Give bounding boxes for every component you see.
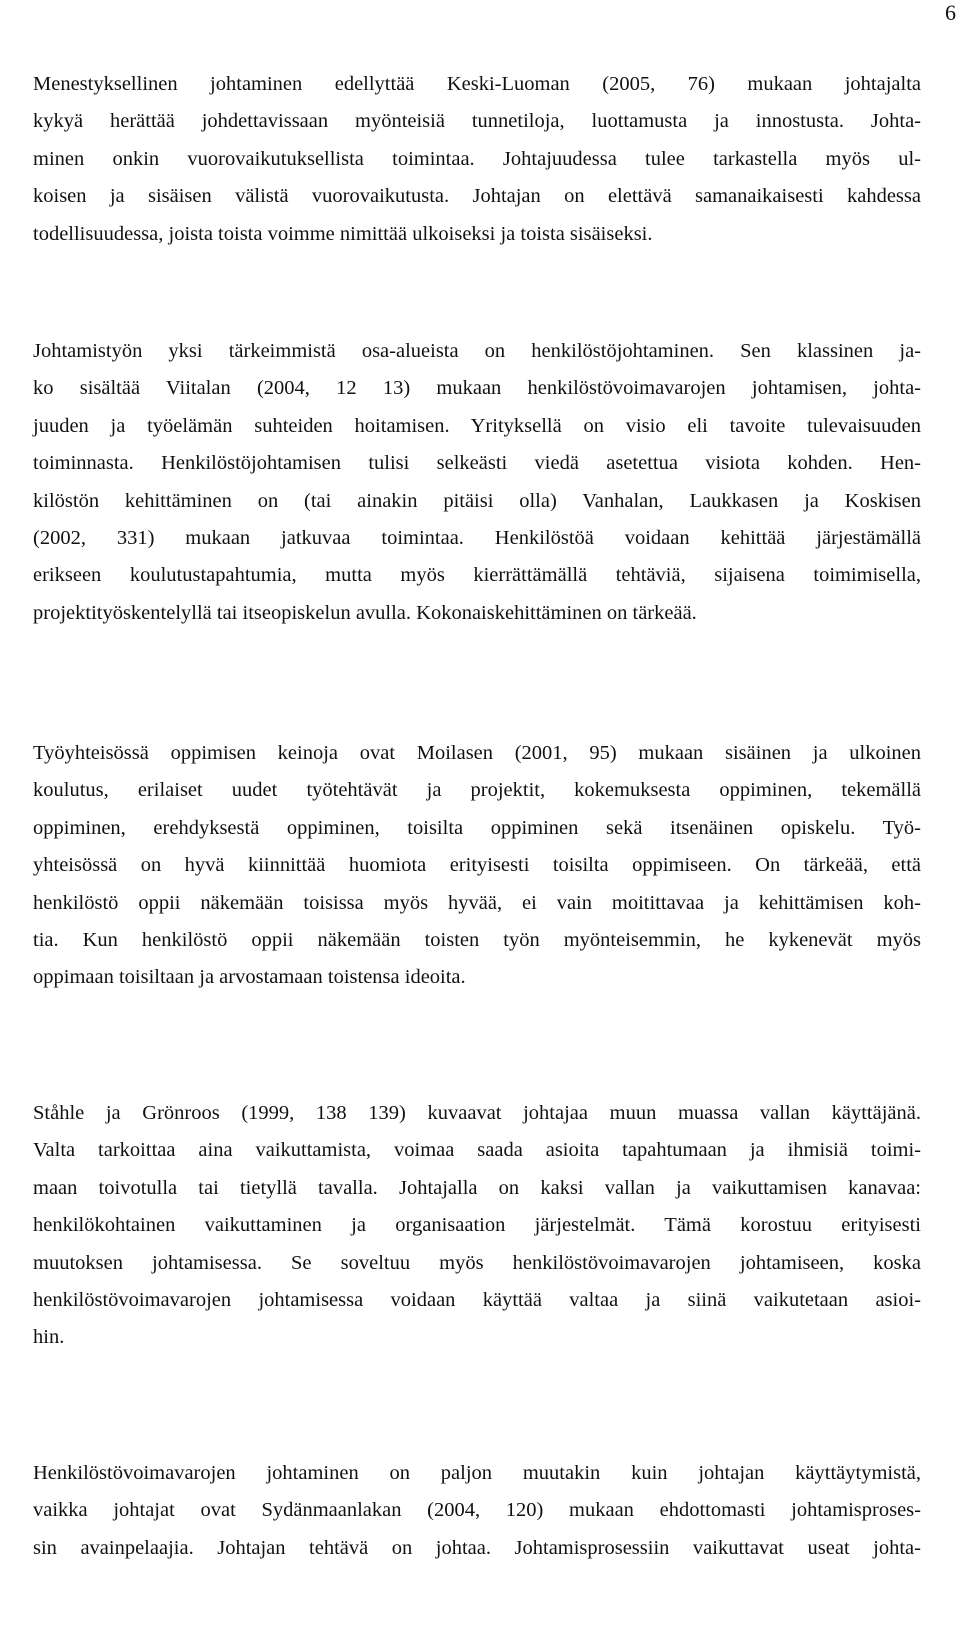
text-line: maan toivotulla tai tietyllä tavalla. Johtajalla on kaksi vallan ja vaikuttamisen kanavaa: [33, 1176, 921, 1199]
text-line: Johtamistyön yksi tärkeimmistä osa-alueista on henkilöstöjohtaminen. Sen klassinen ja- [33, 340, 921, 362]
paragraph-hr-resource-management [33, 1455, 921, 1567]
paragraph-hr-management [33, 333, 921, 632]
text-line: kilöstön kehittäminen on (tai ainakin pitäisi olla) Vanhalan, Laukkasen ja Koskisen [33, 489, 921, 512]
text-line: (2002, 331) mukaan jatkuvaa toimintaa. Henkilöstöä voidaan kehittää järjestämällä [33, 526, 921, 549]
page-number: 6 [945, 0, 956, 25]
paragraph-power-use [33, 1095, 921, 1357]
paragraph-workplace-learning [33, 735, 921, 997]
text-line: Valta tarkoittaa aina vaikuttamista, voimaa saada asioita tapahtumaan ja ihmisiä toimi- [33, 1139, 921, 1162]
text-line: sin avainpelaajia. Johtajan tehtävä on johtaa. Johtamisprosessiin vaikuttavat useat johta- [33, 1536, 921, 1559]
text-line: toiminnasta. Henkilöstöjohtamisen tulisi selkeästi viedä asetettua visiota kohden. Hen- [33, 452, 921, 475]
text-line: oppimaan toisiltaan ja arvostamaan toistensa ideoita. [33, 966, 466, 989]
text-line: koulutus, erilaiset uudet työtehtävät ja projektit, kokemuksesta oppiminen, tekemällä [33, 779, 921, 802]
text-line: koisen ja sisäisen välistä vuorovaikutusta. Johtajan on elettävä samanaikaisesti kahdessa [33, 185, 921, 208]
text-line: yhteisössä on hyvä kiinnittää huomiota erityisesti toisilta oppimiseen. On tärkeää, että [33, 854, 921, 877]
text-line: henkilöstö oppii näkemään toisissa myös hyvää, ei vain moitittavaa ja kehittämisen koh- [33, 891, 921, 914]
text-line: henkilöstövoimavarojen johtamisessa voidaan käyttää valtaa ja siinä vaikutetaan asioi- [33, 1288, 921, 1311]
text-line: erikseen koulutustapahtumia, mutta myös kierrättämällä tehtäviä, sijaisena toimimisella, [33, 564, 921, 587]
text-line: muutoksen johtamisessa. Se soveltuu myös henkilöstövoimavarojen johtamiseen, koska [33, 1251, 921, 1274]
text-line: juuden ja työelämän suhteiden hoitamisen. Yrityksellä on visio eli tavoite tulevaisuuden [33, 414, 921, 437]
text-line: projektityöskentelyllä tai itseopiskelun avulla. Kokonaiskehittäminen on tärkeää. [33, 601, 697, 624]
paragraph-leadership-success [33, 66, 921, 253]
text-line: todellisuudessa, joista toista voimme nimittää ulkoiseksi ja toista sisäiseksi. [33, 222, 653, 245]
text-line: Henkilöstövoimavarojen johtaminen on paljon muutakin kuin johtajan käyttäytymistä, [33, 1462, 921, 1484]
text-line: hin. [33, 1326, 65, 1349]
text-line: minen onkin vuorovaikutuksellista toimintaa. Johtajuudessa tulee tarkastella myös ul- [33, 147, 921, 170]
text-line: Työyhteisössä oppimisen keinoja ovat Moilasen (2001, 95) mukaan sisäinen ja ulkoinen [33, 742, 921, 764]
text-line: Menestyksellinen johtaminen edellyttää Keski-Luoman (2005, 76) mukaan johtajalta [33, 73, 921, 95]
text-line: kykyä herättää johdettavissaan myönteisiä tunnetiloja, luottamusta ja innostusta. Johta- [33, 110, 921, 133]
text-line: Ståhle ja Grönroos (1999, 138 139) kuvaavat johtajaa muun muassa vallan käyttäjänä. [33, 1102, 921, 1124]
text-line: vaikka johtajat ovat Sydänmaanlakan (2004, 120) mukaan ehdottomasti johtamisproses- [33, 1499, 921, 1522]
text-line: tia. Kun henkilöstö oppii näkemään toisten työn myönteisemmin, he kykenevät myös [33, 928, 921, 951]
text-line: oppiminen, erehdyksestä oppiminen, toisilta oppiminen sekä itsenäinen opiskelu. Työ- [33, 816, 921, 839]
text-line: henkilökohtainen vaikuttaminen ja organisaation järjestelmät. Tämä korostuu erityisesti [33, 1214, 921, 1237]
text-line: ko sisältää Viitalan (2004, 12 13) mukaan henkilöstövoimavarojen johtamisen, johta- [33, 377, 921, 400]
